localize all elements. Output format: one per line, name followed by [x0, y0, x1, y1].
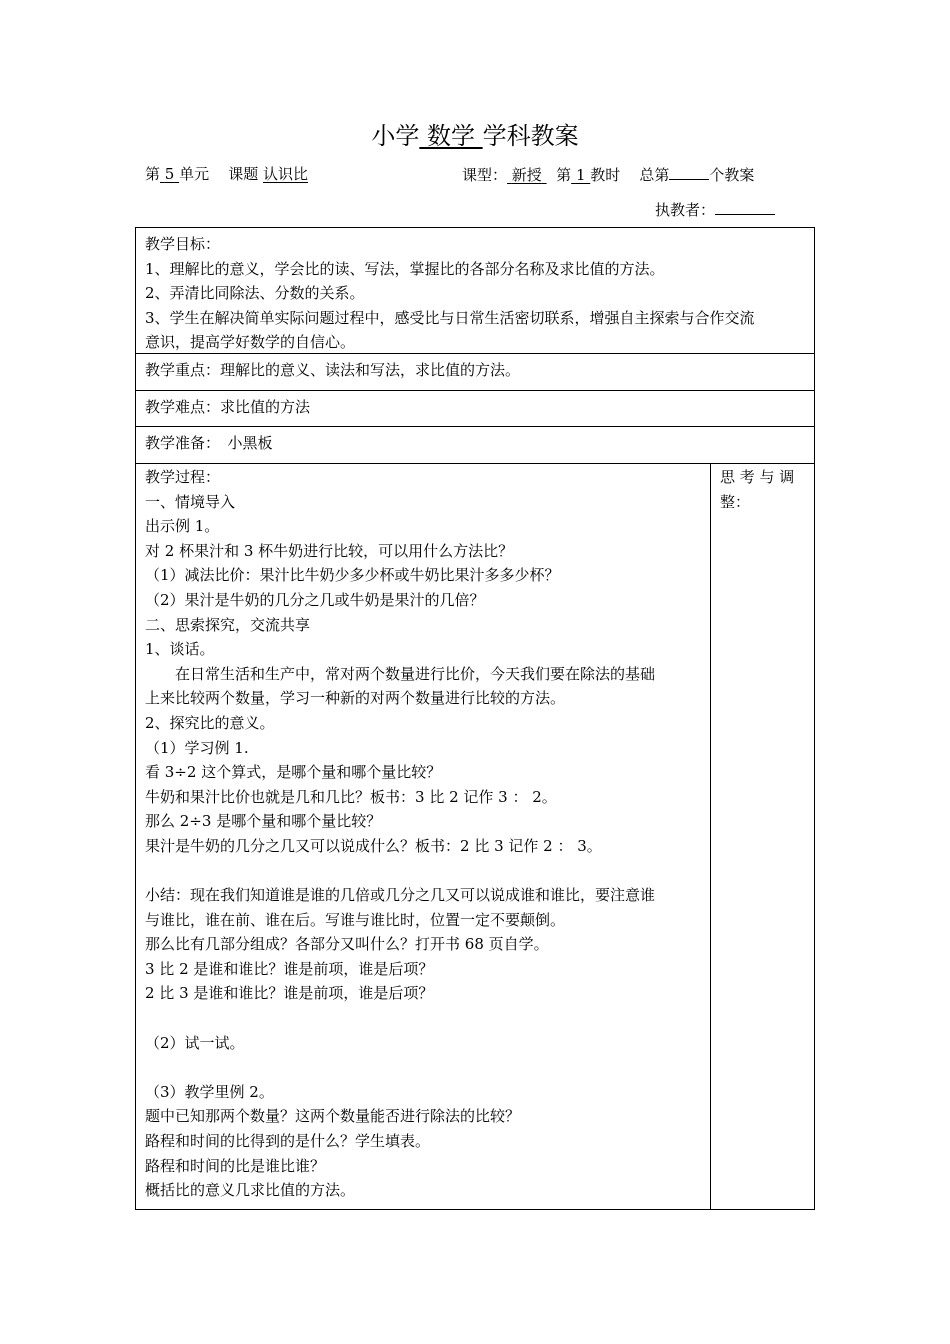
title-school: 小学: [371, 122, 420, 150]
process-line: 牛奶和果汁比价也就是几和几比？板书：3 比 2 记作 3 ： 2。: [145, 787, 557, 806]
teacher-label: 执教者：: [655, 201, 716, 219]
process-line: （3）教学里例 2。: [145, 1082, 274, 1101]
type-label: 课型：: [462, 166, 508, 184]
reflection-cell: [712, 464, 814, 1209]
topic-label: 课题: [228, 165, 259, 183]
process-line: 1、谈话。: [145, 640, 215, 659]
process-line: （2）果汁是牛奶的几分之几或牛奶是果汁的几倍？: [145, 590, 485, 609]
type-value: 新授: [511, 166, 542, 184]
period-number: 1: [575, 166, 586, 184]
process-line: 2、探究比的意义。: [145, 713, 275, 732]
process-line: 那么 2÷3 是哪个量和哪个量比较？: [145, 812, 382, 831]
process-line: 在日常生活和生产中，常对两个数量进行比价，今天我们要在除法的基础: [175, 664, 656, 683]
process-line: 教学过程：: [145, 468, 221, 486]
process-line: 2 比 3 是谁和谁比？谁是前项，谁是后项？: [145, 984, 434, 1003]
objective-item: 意识，提高学好数学的自信心。: [145, 333, 356, 351]
title-subject: 数学: [427, 122, 475, 150]
objectives-cell: [136, 228, 814, 354]
lesson-plan-table: [135, 227, 815, 1210]
process-line: 那么比有几部分组成？各部分又叫什么？打开书 68 页自学。: [145, 935, 549, 954]
process-line: 与谁比，谁在前、谁在后。写谁与谁比时，位置一定不要颠倒。: [145, 910, 566, 929]
process-line: 看 3÷2 这个算式，是哪个量和哪个量比较？: [145, 763, 442, 782]
preparation: 教学准备： 小黑板: [145, 434, 273, 452]
process-line: 二、思索探究，交流共享: [145, 615, 311, 634]
process-line: 路程和时间的比是谁比谁？: [145, 1156, 326, 1175]
process-line: （1）学习例 1.: [145, 738, 249, 757]
objective-item: 1、理解比的意义，学会比的读、写法，掌握比的各部分名称及求比值的方法。: [145, 259, 665, 278]
objective-item: 2、弄清比同除法、分数的关系。: [145, 284, 365, 302]
process-line: （2）试一试。: [145, 1033, 245, 1052]
lesson-info-line: 课型： 新授 第 1 教时 总第 个教案: [462, 166, 755, 184]
process-line: 一、情境导入: [145, 492, 236, 511]
unit-number: 5: [164, 165, 175, 183]
process-line: 小结：现在我们知道谁是谁的几倍或几分之几又可以说成谁和谁比，要注意谁: [145, 886, 656, 905]
reflection-label-cont: 整：: [720, 492, 751, 511]
objective-item: 3、学生在解决简单实际问题过程中，感受比与日常生活密切联系，增强自主探索与合作交流: [145, 308, 755, 327]
process-cell: [136, 464, 711, 1209]
unit-topic-line: 第 5 单元 课题 认识比: [145, 165, 309, 183]
process-line: 果汁是牛奶的几分之几又可以说成什么？板书：2 比 3 记作 2 ： 3。: [145, 836, 602, 855]
reflection-label: 思 考 与 调: [720, 468, 795, 486]
process-line: 上来比较两个数量，学习一种新的对两个数量进行比较的方法。: [145, 689, 566, 708]
topic-value: 认识比: [263, 165, 309, 183]
page-title: [0, 120, 950, 152]
difficulty-cell: [136, 391, 814, 427]
title-suffix: 学科教案: [482, 122, 579, 150]
total-blank: [669, 164, 709, 180]
objectives-label: 教学目标：: [145, 235, 221, 253]
key-point-cell: [136, 354, 814, 391]
process-line: 出示例 1。: [145, 517, 220, 536]
process-line: 概括比的意义几求比值的方法。: [145, 1181, 356, 1200]
process-line: （1）减法比价：果汁比牛奶少多少杯或牛奶比果汁多多少杯？: [145, 566, 560, 585]
process-line: 路程和时间的比得到的是什么？学生填表。: [145, 1132, 431, 1151]
key-point: 教学重点：理解比的意义、读法和写法，求比值的方法。: [145, 361, 521, 379]
teacher-blank: [715, 199, 775, 215]
process-line: 对 2 杯果汁和 3 杯牛奶进行比较，可以用什么方法比？: [145, 541, 514, 560]
preparation-cell: [136, 427, 814, 464]
process-line: 题中已知那两个数量？这两个数量能否进行除法的比较？: [145, 1107, 521, 1126]
difficulty: 教学难点：求比值的方法: [145, 398, 311, 416]
teacher-line: [655, 199, 775, 220]
process-line: 3 比 2 是谁和谁比？谁是前项，谁是后项？: [145, 959, 434, 978]
